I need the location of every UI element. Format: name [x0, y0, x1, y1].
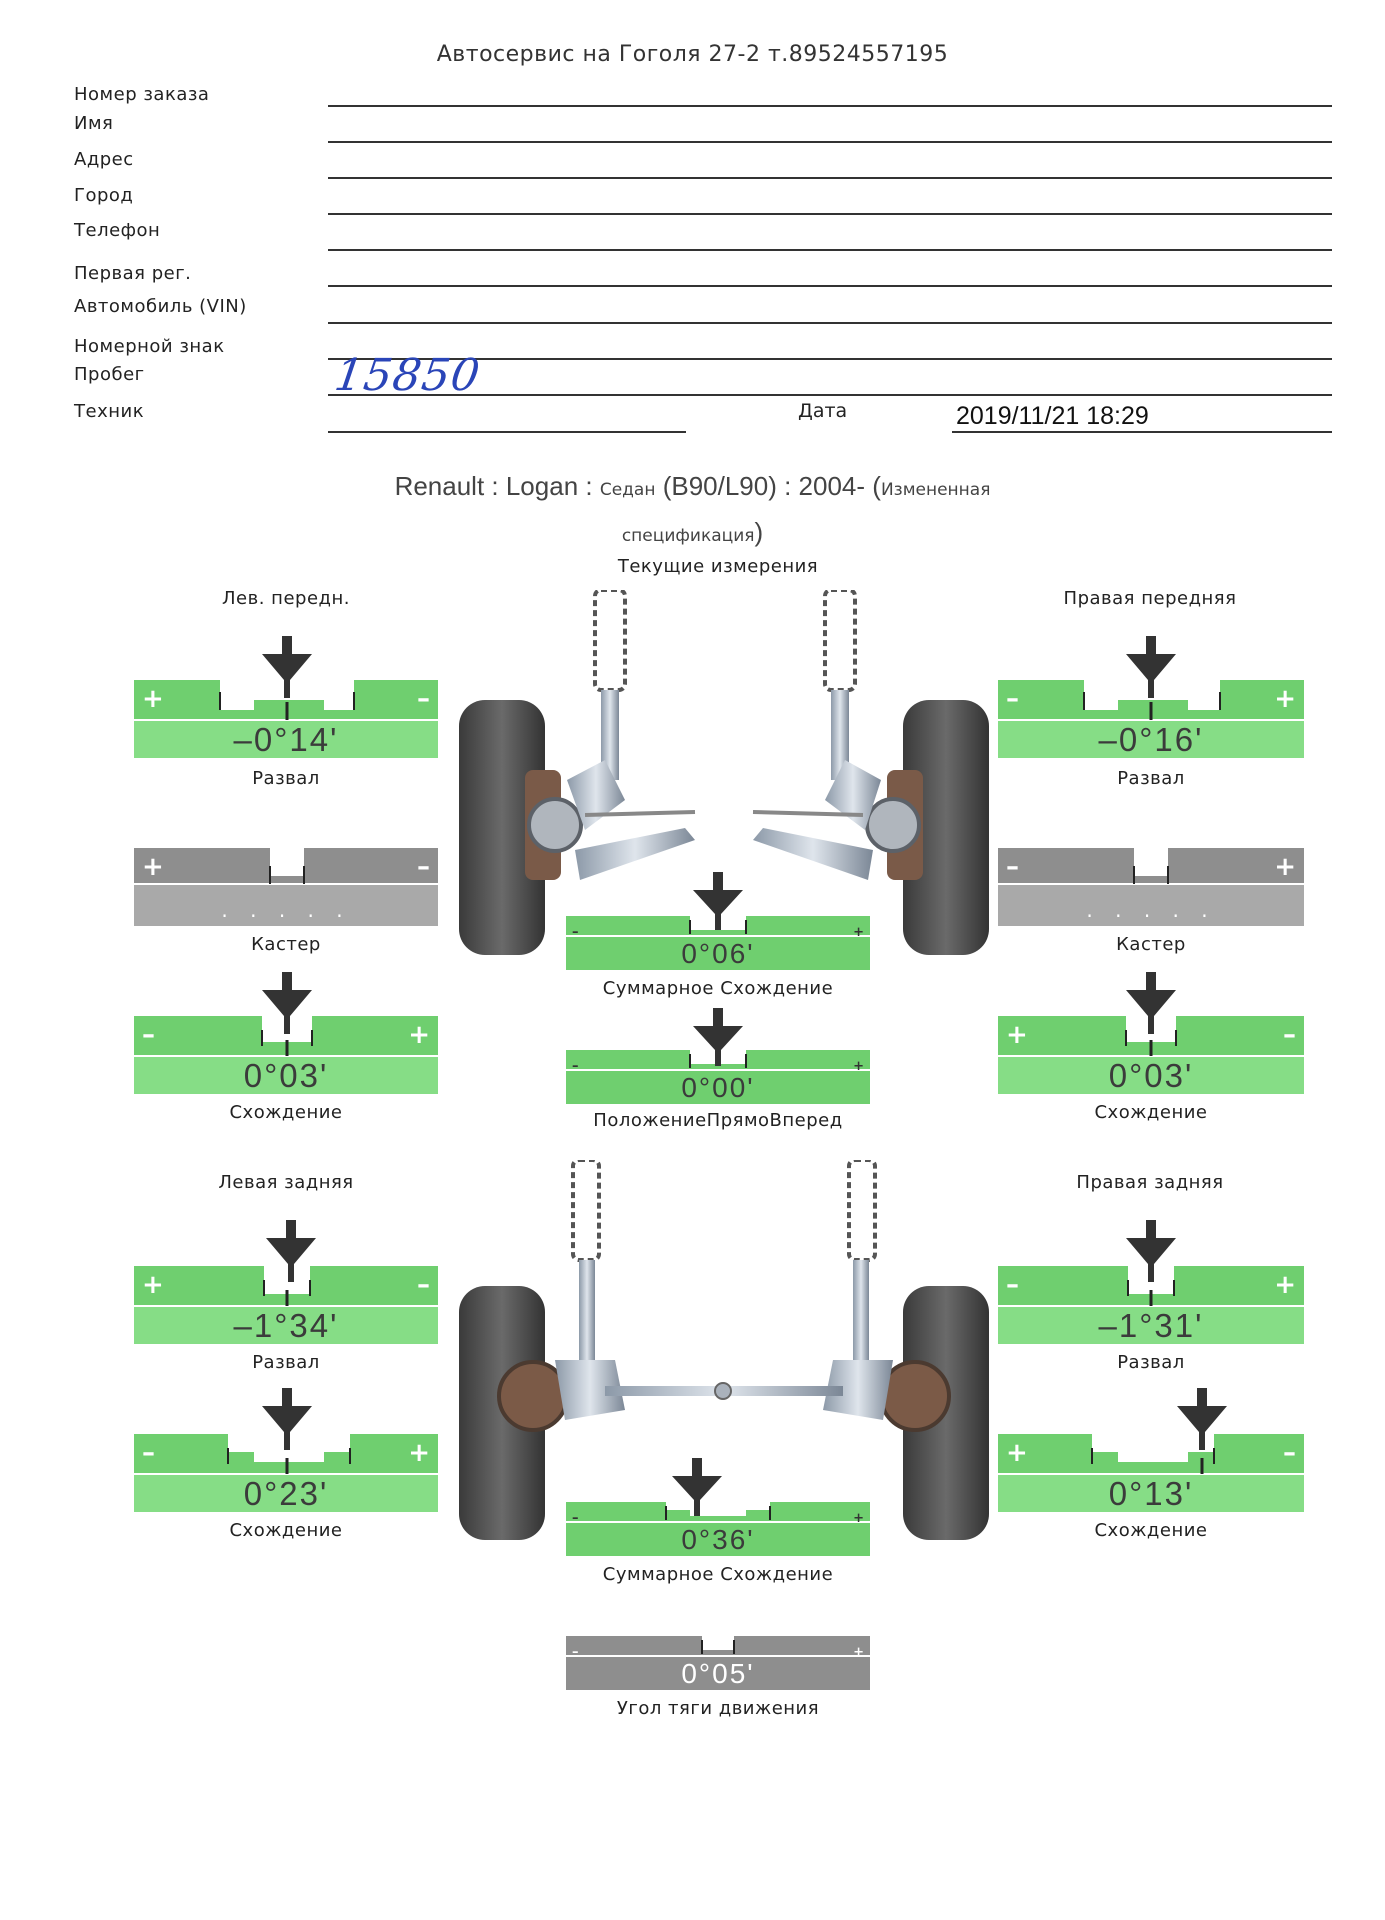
vehicle-description [300, 465, 1085, 557]
plus-icon: + [142, 684, 164, 714]
rear-left-toe-label: Схождение [229, 1520, 343, 1541]
rear-total-toe-value: 0°36' [681, 1524, 755, 1555]
arrow-down-icon [1126, 972, 1176, 1034]
minus-icon: – [1283, 1020, 1296, 1050]
plus-icon: + [142, 852, 164, 882]
rear-right-camber-value: –1°31' [1098, 1307, 1204, 1344]
order-number-line [328, 105, 1332, 107]
phone-label: Телефон [74, 220, 161, 241]
date-label: Дата [798, 400, 848, 422]
address-line [328, 177, 1332, 179]
minus-icon: – [142, 1438, 155, 1468]
order-number-label: Номер заказа [74, 84, 210, 105]
front-left-camber-label: Развал [252, 768, 320, 789]
front-left-caster-gauge [134, 848, 438, 926]
plus-icon: + [853, 1059, 864, 1074]
rear-left-camber-value: –1°34' [233, 1307, 339, 1344]
front-total-toe-label: Суммарное Схождение [602, 978, 834, 999]
front-suspension-illustration [455, 590, 995, 960]
rear-left-camber-label: Развал [252, 1352, 320, 1373]
arrow-down-icon [1126, 636, 1176, 698]
current-measurements-title: Текущие измерения [617, 556, 819, 577]
minus-icon: – [572, 925, 579, 940]
minus-icon: – [417, 684, 430, 714]
rear-suspension-illustration [455, 1160, 995, 1540]
minus-icon: – [572, 1059, 579, 1074]
plus-icon: + [853, 1511, 864, 1526]
front-right-caster-label: Кастер [1116, 934, 1186, 955]
minus-icon: – [1283, 1438, 1296, 1468]
mileage-handwritten-value: 15850 [331, 350, 484, 401]
first-registration-label: Первая рег. [74, 263, 192, 284]
minus-icon: – [1006, 1270, 1019, 1300]
phone-line [328, 249, 1332, 251]
vehicle-spec-close: ) [754, 517, 764, 547]
minus-icon: – [142, 1020, 155, 1050]
plus-icon: + [142, 1270, 164, 1300]
left-rear-title: Левая задняя [218, 1172, 354, 1193]
service-header: Автосервис на Гоголя 27-2 т.89524557195 [436, 42, 949, 67]
right-rear-title: Правая задняя [1076, 1172, 1224, 1193]
rear-right-toe-value: 0°13' [1108, 1475, 1194, 1512]
vin-line [328, 322, 1332, 324]
right-front-title: Правая передняя [1063, 588, 1237, 609]
plus-icon: + [1274, 1270, 1296, 1300]
rear-right-toe-label: Схождение [1094, 1520, 1208, 1541]
front-left-caster-value: . . . . . [221, 898, 351, 922]
left-front-title: Лев. передн. [222, 588, 350, 609]
plus-icon: + [853, 925, 864, 940]
front-right-caster-gauge [998, 848, 1304, 926]
minus-icon: – [1006, 852, 1019, 882]
mileage-label: Пробег [74, 364, 145, 385]
arrow-down-icon [266, 1220, 316, 1282]
rear-left-toe-value: 0°23' [243, 1475, 329, 1512]
straight-ahead-value: 0°00' [681, 1072, 755, 1103]
front-right-toe-label: Схождение [1094, 1102, 1208, 1123]
front-right-camber-value: –0°16' [1098, 721, 1204, 758]
front-left-toe-label: Схождение [229, 1102, 343, 1123]
plus-icon: + [408, 1020, 430, 1050]
front-right-camber-label: Развал [1117, 768, 1185, 789]
vehicle-make-model: Renault : Logan : [394, 471, 593, 501]
address-label: Адрес [74, 149, 134, 170]
front-left-camber-value: –0°14' [233, 721, 339, 758]
technician-label: Техник [74, 401, 145, 422]
arrow-down-icon [262, 1388, 312, 1450]
date-value: 2019/11/21 18:29 [956, 402, 1149, 430]
arrow-down-icon [693, 1008, 743, 1066]
name-line [328, 141, 1332, 143]
minus-icon: – [572, 1511, 579, 1526]
thrust-angle-value: 0°05' [681, 1658, 755, 1689]
front-right-toe-value: 0°03' [1108, 1057, 1194, 1094]
city-line [328, 213, 1332, 215]
minus-icon: – [572, 1645, 579, 1660]
city-label: Город [74, 185, 134, 206]
front-left-toe-value: 0°03' [243, 1057, 329, 1094]
technician-line [328, 431, 686, 433]
name-label: Имя [74, 113, 114, 134]
arrow-down-icon [262, 972, 312, 1034]
license-plate-label: Номерной знак [74, 336, 225, 357]
arrow-down-icon [1177, 1388, 1227, 1450]
date-line [952, 431, 1332, 433]
arrow-down-icon [1126, 1220, 1176, 1282]
thrust-angle-label: Угол тяги движения [616, 1698, 820, 1719]
front-left-caster-label: Кастер [251, 934, 321, 955]
arrow-down-icon [262, 636, 312, 698]
mileage-line [328, 394, 1332, 396]
plus-icon: + [1274, 852, 1296, 882]
first-registration-line [328, 285, 1332, 287]
plus-icon: + [853, 1645, 864, 1660]
vehicle-spec-a: Измененная [880, 480, 991, 500]
minus-icon: – [417, 852, 430, 882]
front-total-toe-value: 0°06' [681, 938, 755, 969]
plus-icon: + [408, 1438, 430, 1468]
straight-ahead-label: ПоложениеПрямоВперед [593, 1110, 843, 1131]
rear-right-toe-gauge [998, 1434, 1304, 1512]
rear-total-toe-label: Суммарное Схождение [602, 1564, 834, 1585]
vehicle-spec-b: спецификация [621, 526, 755, 546]
minus-icon: – [417, 1270, 430, 1300]
plus-icon: + [1006, 1020, 1028, 1050]
rear-right-camber-label: Развал [1117, 1352, 1185, 1373]
vehicle-body: Седан [599, 480, 656, 500]
plus-icon: + [1274, 684, 1296, 714]
vehicle-code-years: (B90/L90) : 2004- ( [662, 471, 881, 501]
thrust-angle-gauge [566, 1636, 870, 1690]
vin-label: Автомобиль (VIN) [74, 296, 247, 317]
front-right-caster-value: . . . . . [1086, 898, 1216, 922]
minus-icon: – [1006, 684, 1019, 714]
plus-icon: + [1006, 1438, 1028, 1468]
